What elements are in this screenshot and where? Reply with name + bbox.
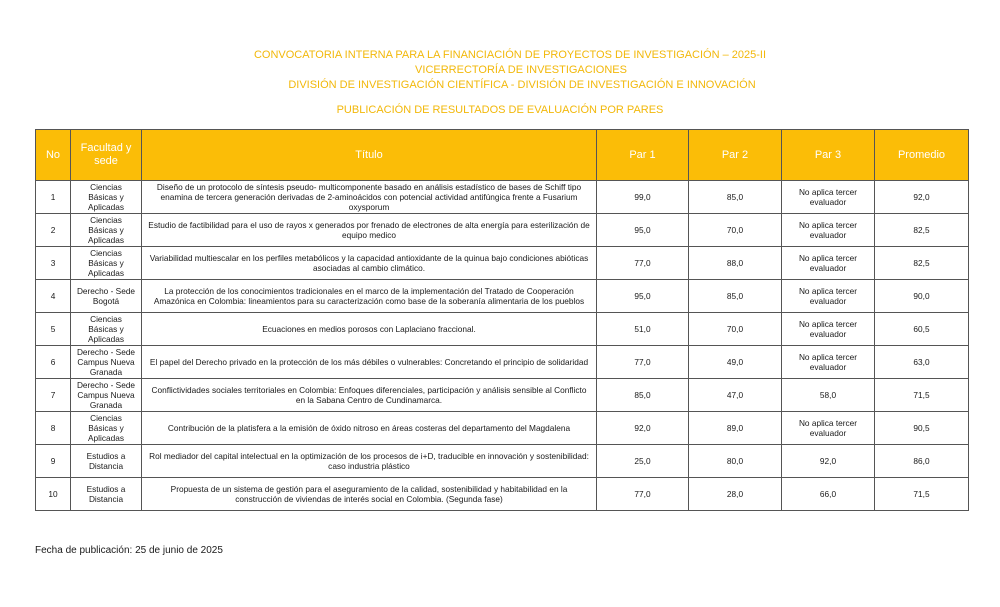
- cell-title: Rol mediador del capital intelectual en la optimización de los procesos de i+D, traducible en innovación y sostenibilidad: caso industria plástico: [142, 445, 597, 478]
- document-header: [0, 48, 1000, 93]
- cell-title: El papel del Derecho privado en la protección de los más débiles o vulnerables: Concretando el principio de solidaridad: [142, 346, 597, 379]
- column-header-par2: Par 2: [689, 130, 782, 181]
- cell-average: 82,5: [875, 247, 969, 280]
- cell-par3: No aplica tercer evaluador: [782, 214, 875, 247]
- cell-no: 10: [36, 478, 71, 511]
- cell-par1: 92,0: [597, 412, 689, 445]
- column-header-par3: Par 3: [782, 130, 875, 181]
- cell-title: Ecuaciones en medios porosos con Laplaciano fraccional.: [142, 313, 597, 346]
- cell-average: 71,5: [875, 478, 969, 511]
- cell-faculty: Ciencias Básicas y Aplicadas: [71, 412, 142, 445]
- cell-average: 92,0: [875, 181, 969, 214]
- cell-par2: 70,0: [689, 313, 782, 346]
- table-row: [36, 181, 969, 214]
- cell-par2: 47,0: [689, 379, 782, 412]
- column-header-faculty: Facultad y sede: [71, 130, 142, 181]
- cell-par2: 89,0: [689, 412, 782, 445]
- cell-faculty: Estudios a Distancia: [71, 478, 142, 511]
- table-header-row: [36, 130, 969, 181]
- cell-no: 7: [36, 379, 71, 412]
- cell-par3: No aplica tercer evaluador: [782, 412, 875, 445]
- cell-par1: 77,0: [597, 346, 689, 379]
- cell-par3: No aplica tercer evaluador: [782, 346, 875, 379]
- table-row: [36, 412, 969, 445]
- cell-par3: 66,0: [782, 478, 875, 511]
- table-row: [36, 247, 969, 280]
- cell-average: 90,0: [875, 280, 969, 313]
- cell-average: 82,5: [875, 214, 969, 247]
- cell-no: 1: [36, 181, 71, 214]
- column-header-par1: Par 1: [597, 130, 689, 181]
- cell-par3: No aplica tercer evaluador: [782, 181, 875, 214]
- division-title: DIVISIÓN DE INVESTIGACIÓN CIENTÍFICA - DIVISIÓN DE INVESTIGACIÓN E INNOVACIÓN: [288, 79, 756, 91]
- cell-par3: No aplica tercer evaluador: [782, 247, 875, 280]
- table-row: [36, 445, 969, 478]
- cell-par1: 95,0: [597, 214, 689, 247]
- cell-faculty: Derecho - Sede Bogotá: [71, 280, 142, 313]
- cell-faculty: Ciencias Básicas y Aplicadas: [71, 214, 142, 247]
- cell-no: 5: [36, 313, 71, 346]
- cell-title: La protección de los conocimientos tradicionales en el marco de la implementación del Tratado de Cooperación Amazónica en Colombia: lineamientos para su caracterización como base de la soberanía alimentaria de los pueblos: [142, 280, 597, 313]
- cell-title: Conflictividades sociales territoriales en Colombia: Enfoques diferenciales, participación y análisis sensible al Conflicto en la Sabana Centro de Cundinamarca.: [142, 379, 597, 412]
- table-row: [36, 346, 969, 379]
- cell-par2: 49,0: [689, 346, 782, 379]
- cell-par3: 92,0: [782, 445, 875, 478]
- publication-title: PUBLICACIÓN DE RESULTADOS DE EVALUACIÓN POR PARES: [336, 104, 664, 116]
- table-row: [36, 214, 969, 247]
- cell-par2: 85,0: [689, 181, 782, 214]
- cell-par1: 51,0: [597, 313, 689, 346]
- cell-par1: 25,0: [597, 445, 689, 478]
- column-header-no: No: [36, 130, 71, 181]
- column-header-title: Título: [142, 130, 597, 181]
- cell-title: Variabilidad multiescalar en los perfiles metabólicos y la capacidad antioxidante de la quinua bajo condiciones abióticas asociadas al cambio climático.: [142, 247, 597, 280]
- cell-par1: 77,0: [597, 247, 689, 280]
- cell-average: 90,5: [875, 412, 969, 445]
- cell-no: 8: [36, 412, 71, 445]
- call-title: CONVOCATORIA INTERNA PARA LA FINANCIACIÓN DE PROYECTOS DE INVESTIGACIÓN – 2025-II: [253, 49, 767, 61]
- cell-par2: 88,0: [689, 247, 782, 280]
- results-table: [35, 129, 969, 511]
- cell-title: Propuesta de un sistema de gestión para el aseguramiento de la calidad, sostenibilidad y habitabilidad en la construcción de viviendas de interés social en Colombia. (Segunda fase): [142, 478, 597, 511]
- cell-title: Estudio de factibilidad para el uso de rayos x generados por frenado de electrones de alta energía para esterilización de equipo medico: [142, 214, 597, 247]
- cell-average: 63,0: [875, 346, 969, 379]
- table-row: [36, 313, 969, 346]
- cell-no: 6: [36, 346, 71, 379]
- cell-title: Diseño de un protocolo de síntesis pseudo- multicomponente basado en análisis estadístico de bases de Schiff tipo enamina de tercera generación derivadas de 2-aminoácidos con potencial actividad antifúngica frente a Fusarium oxysporum: [142, 181, 597, 214]
- cell-faculty: Ciencias Básicas y Aplicadas: [71, 181, 142, 214]
- cell-no: 2: [36, 214, 71, 247]
- cell-title: Contribución de la platisfera a la emisión de óxido nitroso en áreas costeras del departamento del Magdalena: [142, 412, 597, 445]
- cell-faculty: Estudios a Distancia: [71, 445, 142, 478]
- cell-no: 9: [36, 445, 71, 478]
- table-row: [36, 478, 969, 511]
- cell-par2: 85,0: [689, 280, 782, 313]
- vice-rectory-title: VICERRECTORÍA DE INVESTIGACIONES: [415, 64, 627, 76]
- cell-par2: 80,0: [689, 445, 782, 478]
- table-row: [36, 280, 969, 313]
- cell-no: 3: [36, 247, 71, 280]
- cell-par3: No aplica tercer evaluador: [782, 313, 875, 346]
- cell-par2: 70,0: [689, 214, 782, 247]
- cell-par2: 28,0: [689, 478, 782, 511]
- cell-par1: 99,0: [597, 181, 689, 214]
- cell-faculty: Ciencias Básicas y Aplicadas: [71, 313, 142, 346]
- cell-faculty: Derecho - Sede Campus Nueva Granada: [71, 346, 142, 379]
- cell-par1: 95,0: [597, 280, 689, 313]
- cell-par3: 58,0: [782, 379, 875, 412]
- cell-average: 60,5: [875, 313, 969, 346]
- cell-no: 4: [36, 280, 71, 313]
- column-header-average: Promedio: [875, 130, 969, 181]
- cell-par3: No aplica tercer evaluador: [782, 280, 875, 313]
- cell-faculty: Derecho - Sede Campus Nueva Granada: [71, 379, 142, 412]
- cell-par1: 77,0: [597, 478, 689, 511]
- cell-par1: 85,0: [597, 379, 689, 412]
- cell-average: 71,5: [875, 379, 969, 412]
- cell-average: 86,0: [875, 445, 969, 478]
- cell-faculty: Ciencias Básicas y Aplicadas: [71, 247, 142, 280]
- publication-date: Fecha de publicación: 25 de junio de 2025: [35, 545, 223, 556]
- table-row: [36, 379, 969, 412]
